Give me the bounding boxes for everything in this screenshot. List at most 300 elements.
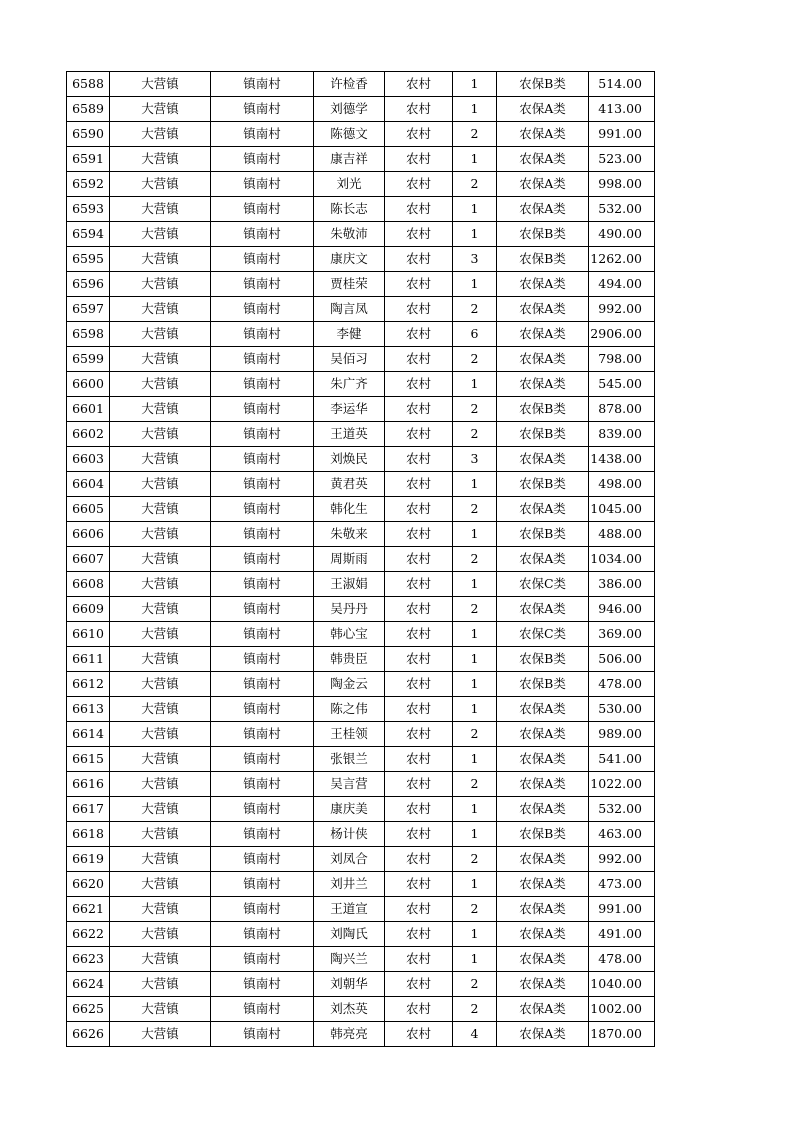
cell-household-size: 1 xyxy=(453,747,497,772)
cell-name: 韩亮亮 xyxy=(314,1022,385,1047)
cell-record-number: 6596 xyxy=(67,272,110,297)
cell-household-size: 2 xyxy=(453,547,497,572)
cell-amount: 1262.00 xyxy=(589,247,655,272)
cell-household-size: 2 xyxy=(453,897,497,922)
cell-insurance-category: 农保A类 xyxy=(497,722,589,747)
cell-name: 朱广齐 xyxy=(314,372,385,397)
cell-household-type: 农村 xyxy=(385,372,453,397)
cell-record-number: 6615 xyxy=(67,747,110,772)
cell-amount: 494.00 xyxy=(589,272,655,297)
cell-insurance-category: 农保A类 xyxy=(497,922,589,947)
cell-record-number: 6617 xyxy=(67,797,110,822)
cell-name: 韩化生 xyxy=(314,497,385,522)
cell-village: 镇南村 xyxy=(211,572,314,597)
table-row xyxy=(67,197,655,222)
table-row xyxy=(67,172,655,197)
cell-insurance-category: 农保B类 xyxy=(497,472,589,497)
cell-record-number: 6588 xyxy=(67,72,110,97)
cell-town: 大营镇 xyxy=(110,972,211,997)
table-row xyxy=(67,747,655,772)
table-row xyxy=(67,272,655,297)
cell-household-type: 农村 xyxy=(385,972,453,997)
cell-household-type: 农村 xyxy=(385,72,453,97)
table-row xyxy=(67,922,655,947)
table-row xyxy=(67,647,655,672)
cell-town: 大营镇 xyxy=(110,647,211,672)
table-row xyxy=(67,572,655,597)
cell-name: 周斯雨 xyxy=(314,547,385,572)
cell-name: 许检香 xyxy=(314,72,385,97)
cell-town: 大营镇 xyxy=(110,147,211,172)
table-row xyxy=(67,697,655,722)
table-row xyxy=(67,722,655,747)
records-table xyxy=(66,71,655,1047)
table-row xyxy=(67,422,655,447)
table-row xyxy=(67,1022,655,1047)
cell-household-size: 2 xyxy=(453,597,497,622)
cell-town: 大营镇 xyxy=(110,622,211,647)
cell-insurance-category: 农保A类 xyxy=(497,372,589,397)
cell-household-size: 1 xyxy=(453,472,497,497)
cell-record-number: 6589 xyxy=(67,97,110,122)
cell-household-type: 农村 xyxy=(385,147,453,172)
table-row xyxy=(67,372,655,397)
cell-town: 大营镇 xyxy=(110,472,211,497)
cell-household-type: 农村 xyxy=(385,297,453,322)
cell-household-type: 农村 xyxy=(385,122,453,147)
cell-household-size: 1 xyxy=(453,72,497,97)
cell-amount: 506.00 xyxy=(589,647,655,672)
cell-town: 大营镇 xyxy=(110,72,211,97)
cell-record-number: 6609 xyxy=(67,597,110,622)
cell-amount: 1002.00 xyxy=(589,997,655,1022)
cell-village: 镇南村 xyxy=(211,97,314,122)
cell-record-number: 6619 xyxy=(67,847,110,872)
cell-household-size: 1 xyxy=(453,97,497,122)
cell-household-type: 农村 xyxy=(385,847,453,872)
cell-amount: 991.00 xyxy=(589,897,655,922)
cell-village: 镇南村 xyxy=(211,222,314,247)
cell-record-number: 6597 xyxy=(67,297,110,322)
cell-amount: 386.00 xyxy=(589,572,655,597)
cell-record-number: 6591 xyxy=(67,147,110,172)
cell-town: 大营镇 xyxy=(110,522,211,547)
cell-insurance-category: 农保B类 xyxy=(497,672,589,697)
cell-village: 镇南村 xyxy=(211,747,314,772)
cell-village: 镇南村 xyxy=(211,172,314,197)
cell-insurance-category: 农保A类 xyxy=(497,997,589,1022)
cell-amount: 413.00 xyxy=(589,97,655,122)
cell-insurance-category: 农保B类 xyxy=(497,422,589,447)
cell-amount: 478.00 xyxy=(589,672,655,697)
table-row xyxy=(67,672,655,697)
cell-household-size: 1 xyxy=(453,947,497,972)
cell-name: 康庆文 xyxy=(314,247,385,272)
cell-insurance-category: 农保A类 xyxy=(497,797,589,822)
cell-name: 刘光 xyxy=(314,172,385,197)
table-row xyxy=(67,622,655,647)
cell-household-size: 1 xyxy=(453,272,497,297)
cell-name: 刘杰英 xyxy=(314,997,385,1022)
cell-insurance-category: 农保A类 xyxy=(497,972,589,997)
cell-amount: 992.00 xyxy=(589,297,655,322)
cell-household-type: 农村 xyxy=(385,747,453,772)
cell-amount: 998.00 xyxy=(589,172,655,197)
cell-name: 刘井兰 xyxy=(314,872,385,897)
cell-household-size: 1 xyxy=(453,522,497,547)
cell-record-number: 6610 xyxy=(67,622,110,647)
cell-name: 李健 xyxy=(314,322,385,347)
cell-household-type: 农村 xyxy=(385,822,453,847)
cell-insurance-category: 农保A类 xyxy=(497,297,589,322)
table-row xyxy=(67,147,655,172)
cell-household-size: 3 xyxy=(453,247,497,272)
cell-amount: 478.00 xyxy=(589,947,655,972)
cell-household-size: 2 xyxy=(453,847,497,872)
cell-household-size: 1 xyxy=(453,922,497,947)
cell-town: 大营镇 xyxy=(110,172,211,197)
cell-name: 陈德文 xyxy=(314,122,385,147)
cell-village: 镇南村 xyxy=(211,897,314,922)
cell-record-number: 6613 xyxy=(67,697,110,722)
cell-household-size: 2 xyxy=(453,422,497,447)
cell-town: 大营镇 xyxy=(110,722,211,747)
cell-village: 镇南村 xyxy=(211,497,314,522)
cell-household-type: 农村 xyxy=(385,722,453,747)
cell-name: 贾桂荣 xyxy=(314,272,385,297)
table-row xyxy=(67,497,655,522)
cell-town: 大营镇 xyxy=(110,922,211,947)
cell-record-number: 6621 xyxy=(67,897,110,922)
cell-amount: 839.00 xyxy=(589,422,655,447)
cell-town: 大营镇 xyxy=(110,97,211,122)
cell-name: 刘焕民 xyxy=(314,447,385,472)
cell-name: 吴丹丹 xyxy=(314,597,385,622)
cell-town: 大营镇 xyxy=(110,672,211,697)
cell-name: 陈之伟 xyxy=(314,697,385,722)
cell-town: 大营镇 xyxy=(110,997,211,1022)
cell-village: 镇南村 xyxy=(211,597,314,622)
cell-record-number: 6618 xyxy=(67,822,110,847)
cell-amount: 2906.00 xyxy=(589,322,655,347)
cell-record-number: 6606 xyxy=(67,522,110,547)
cell-record-number: 6614 xyxy=(67,722,110,747)
table-row xyxy=(67,597,655,622)
cell-household-size: 3 xyxy=(453,447,497,472)
table-row xyxy=(67,97,655,122)
cell-amount: 369.00 xyxy=(589,622,655,647)
cell-record-number: 6616 xyxy=(67,772,110,797)
cell-amount: 530.00 xyxy=(589,697,655,722)
table-row xyxy=(67,522,655,547)
cell-household-type: 农村 xyxy=(385,447,453,472)
table-row xyxy=(67,472,655,497)
cell-household-type: 农村 xyxy=(385,772,453,797)
cell-household-type: 农村 xyxy=(385,197,453,222)
cell-household-type: 农村 xyxy=(385,622,453,647)
cell-village: 镇南村 xyxy=(211,922,314,947)
cell-insurance-category: 农保A类 xyxy=(497,272,589,297)
cell-household-size: 1 xyxy=(453,647,497,672)
cell-town: 大营镇 xyxy=(110,772,211,797)
cell-name: 陶金云 xyxy=(314,672,385,697)
cell-amount: 989.00 xyxy=(589,722,655,747)
cell-name: 韩心宝 xyxy=(314,622,385,647)
cell-town: 大营镇 xyxy=(110,797,211,822)
cell-amount: 488.00 xyxy=(589,522,655,547)
cell-amount: 491.00 xyxy=(589,922,655,947)
cell-record-number: 6626 xyxy=(67,1022,110,1047)
cell-record-number: 6605 xyxy=(67,497,110,522)
table-row xyxy=(67,997,655,1022)
cell-town: 大营镇 xyxy=(110,847,211,872)
cell-household-type: 农村 xyxy=(385,247,453,272)
cell-household-type: 农村 xyxy=(385,522,453,547)
cell-village: 镇南村 xyxy=(211,872,314,897)
cell-village: 镇南村 xyxy=(211,997,314,1022)
table-row xyxy=(67,547,655,572)
cell-insurance-category: 农保A类 xyxy=(497,897,589,922)
cell-household-size: 1 xyxy=(453,372,497,397)
cell-name: 朱敬沛 xyxy=(314,222,385,247)
cell-insurance-category: 农保A类 xyxy=(497,872,589,897)
cell-record-number: 6600 xyxy=(67,372,110,397)
cell-household-type: 农村 xyxy=(385,947,453,972)
cell-town: 大营镇 xyxy=(110,897,211,922)
cell-town: 大营镇 xyxy=(110,572,211,597)
cell-amount: 1040.00 xyxy=(589,972,655,997)
cell-town: 大营镇 xyxy=(110,397,211,422)
cell-household-size: 4 xyxy=(453,1022,497,1047)
cell-name: 康庆美 xyxy=(314,797,385,822)
table-row xyxy=(67,797,655,822)
cell-household-type: 农村 xyxy=(385,547,453,572)
cell-household-size: 1 xyxy=(453,822,497,847)
cell-amount: 992.00 xyxy=(589,847,655,872)
cell-amount: 532.00 xyxy=(589,197,655,222)
cell-household-size: 2 xyxy=(453,722,497,747)
cell-record-number: 6604 xyxy=(67,472,110,497)
cell-town: 大营镇 xyxy=(110,747,211,772)
cell-name: 黄君英 xyxy=(314,472,385,497)
cell-village: 镇南村 xyxy=(211,447,314,472)
cell-household-size: 1 xyxy=(453,872,497,897)
cell-amount: 545.00 xyxy=(589,372,655,397)
cell-household-type: 农村 xyxy=(385,572,453,597)
cell-name: 陈长志 xyxy=(314,197,385,222)
cell-insurance-category: 农保B类 xyxy=(497,72,589,97)
cell-household-type: 农村 xyxy=(385,272,453,297)
cell-insurance-category: 农保B类 xyxy=(497,222,589,247)
table-row xyxy=(67,72,655,97)
cell-record-number: 6590 xyxy=(67,122,110,147)
cell-village: 镇南村 xyxy=(211,972,314,997)
cell-village: 镇南村 xyxy=(211,297,314,322)
cell-village: 镇南村 xyxy=(211,197,314,222)
cell-insurance-category: 农保A类 xyxy=(497,197,589,222)
cell-household-type: 农村 xyxy=(385,897,453,922)
cell-name: 王桂领 xyxy=(314,722,385,747)
cell-amount: 991.00 xyxy=(589,122,655,147)
cell-name: 张银兰 xyxy=(314,747,385,772)
table-row xyxy=(67,972,655,997)
cell-town: 大营镇 xyxy=(110,447,211,472)
cell-name: 刘朝华 xyxy=(314,972,385,997)
cell-amount: 1870.00 xyxy=(589,1022,655,1047)
cell-village: 镇南村 xyxy=(211,347,314,372)
table-row xyxy=(67,847,655,872)
cell-village: 镇南村 xyxy=(211,72,314,97)
cell-insurance-category: 农保A类 xyxy=(497,497,589,522)
cell-name: 韩贵臣 xyxy=(314,647,385,672)
cell-name: 刘凤合 xyxy=(314,847,385,872)
cell-insurance-category: 农保A类 xyxy=(497,847,589,872)
cell-household-type: 农村 xyxy=(385,647,453,672)
cell-household-size: 2 xyxy=(453,347,497,372)
cell-town: 大营镇 xyxy=(110,247,211,272)
cell-household-size: 1 xyxy=(453,147,497,172)
cell-insurance-category: 农保A类 xyxy=(497,747,589,772)
cell-village: 镇南村 xyxy=(211,797,314,822)
cell-insurance-category: 农保A类 xyxy=(497,447,589,472)
table-row xyxy=(67,347,655,372)
cell-village: 镇南村 xyxy=(211,272,314,297)
cell-town: 大营镇 xyxy=(110,947,211,972)
cell-village: 镇南村 xyxy=(211,947,314,972)
cell-amount: 1034.00 xyxy=(589,547,655,572)
cell-amount: 523.00 xyxy=(589,147,655,172)
cell-household-type: 农村 xyxy=(385,347,453,372)
cell-household-type: 农村 xyxy=(385,97,453,122)
cell-household-type: 农村 xyxy=(385,422,453,447)
cell-household-size: 1 xyxy=(453,572,497,597)
cell-household-type: 农村 xyxy=(385,472,453,497)
table-row xyxy=(67,322,655,347)
cell-town: 大营镇 xyxy=(110,347,211,372)
cell-insurance-category: 农保A类 xyxy=(497,147,589,172)
cell-name: 刘陶氏 xyxy=(314,922,385,947)
cell-record-number: 6620 xyxy=(67,872,110,897)
cell-village: 镇南村 xyxy=(211,322,314,347)
cell-amount: 490.00 xyxy=(589,222,655,247)
cell-amount: 1438.00 xyxy=(589,447,655,472)
cell-insurance-category: 农保A类 xyxy=(497,122,589,147)
cell-household-size: 1 xyxy=(453,797,497,822)
cell-village: 镇南村 xyxy=(211,522,314,547)
cell-household-type: 农村 xyxy=(385,872,453,897)
cell-household-type: 农村 xyxy=(385,222,453,247)
cell-household-type: 农村 xyxy=(385,1022,453,1047)
cell-name: 朱敬来 xyxy=(314,522,385,547)
table-row xyxy=(67,897,655,922)
cell-insurance-category: 农保C类 xyxy=(497,622,589,647)
cell-household-size: 2 xyxy=(453,397,497,422)
cell-amount: 878.00 xyxy=(589,397,655,422)
cell-amount: 463.00 xyxy=(589,822,655,847)
cell-household-size: 1 xyxy=(453,222,497,247)
cell-amount: 498.00 xyxy=(589,472,655,497)
cell-insurance-category: 农保B类 xyxy=(497,522,589,547)
cell-record-number: 6611 xyxy=(67,647,110,672)
cell-insurance-category: 农保B类 xyxy=(497,822,589,847)
cell-town: 大营镇 xyxy=(110,197,211,222)
cell-household-size: 2 xyxy=(453,497,497,522)
cell-household-size: 2 xyxy=(453,972,497,997)
table-row xyxy=(67,872,655,897)
cell-amount: 532.00 xyxy=(589,797,655,822)
cell-household-size: 1 xyxy=(453,197,497,222)
table-row xyxy=(67,397,655,422)
cell-record-number: 6624 xyxy=(67,972,110,997)
cell-village: 镇南村 xyxy=(211,672,314,697)
cell-town: 大营镇 xyxy=(110,297,211,322)
cell-town: 大营镇 xyxy=(110,497,211,522)
cell-household-type: 农村 xyxy=(385,322,453,347)
table-row xyxy=(67,222,655,247)
cell-insurance-category: 农保A类 xyxy=(497,1022,589,1047)
cell-household-size: 2 xyxy=(453,172,497,197)
cell-record-number: 6593 xyxy=(67,197,110,222)
cell-village: 镇南村 xyxy=(211,722,314,747)
cell-village: 镇南村 xyxy=(211,147,314,172)
cell-household-type: 农村 xyxy=(385,172,453,197)
table-row xyxy=(67,247,655,272)
cell-insurance-category: 农保B类 xyxy=(497,247,589,272)
cell-record-number: 6622 xyxy=(67,922,110,947)
cell-amount: 514.00 xyxy=(589,72,655,97)
cell-village: 镇南村 xyxy=(211,372,314,397)
cell-town: 大营镇 xyxy=(110,372,211,397)
cell-village: 镇南村 xyxy=(211,397,314,422)
cell-village: 镇南村 xyxy=(211,772,314,797)
cell-town: 大营镇 xyxy=(110,822,211,847)
cell-town: 大营镇 xyxy=(110,697,211,722)
cell-household-size: 2 xyxy=(453,297,497,322)
cell-amount: 946.00 xyxy=(589,597,655,622)
cell-village: 镇南村 xyxy=(211,247,314,272)
cell-town: 大营镇 xyxy=(110,547,211,572)
cell-name: 吴佰习 xyxy=(314,347,385,372)
table-row xyxy=(67,447,655,472)
cell-household-size: 1 xyxy=(453,622,497,647)
cell-amount: 541.00 xyxy=(589,747,655,772)
cell-household-size: 2 xyxy=(453,772,497,797)
cell-village: 镇南村 xyxy=(211,622,314,647)
cell-village: 镇南村 xyxy=(211,472,314,497)
cell-record-number: 6598 xyxy=(67,322,110,347)
cell-name: 王淑娟 xyxy=(314,572,385,597)
table-row xyxy=(67,822,655,847)
cell-household-type: 农村 xyxy=(385,497,453,522)
cell-household-type: 农村 xyxy=(385,597,453,622)
cell-record-number: 6595 xyxy=(67,247,110,272)
cell-household-type: 农村 xyxy=(385,672,453,697)
cell-village: 镇南村 xyxy=(211,822,314,847)
table-row xyxy=(67,772,655,797)
cell-record-number: 6623 xyxy=(67,947,110,972)
cell-insurance-category: 农保A类 xyxy=(497,772,589,797)
cell-insurance-category: 农保A类 xyxy=(497,97,589,122)
cell-town: 大营镇 xyxy=(110,1022,211,1047)
cell-household-size: 2 xyxy=(453,122,497,147)
cell-record-number: 6608 xyxy=(67,572,110,597)
cell-record-number: 6612 xyxy=(67,672,110,697)
cell-village: 镇南村 xyxy=(211,1022,314,1047)
cell-record-number: 6607 xyxy=(67,547,110,572)
cell-household-type: 农村 xyxy=(385,922,453,947)
cell-town: 大营镇 xyxy=(110,222,211,247)
cell-household-size: 1 xyxy=(453,697,497,722)
